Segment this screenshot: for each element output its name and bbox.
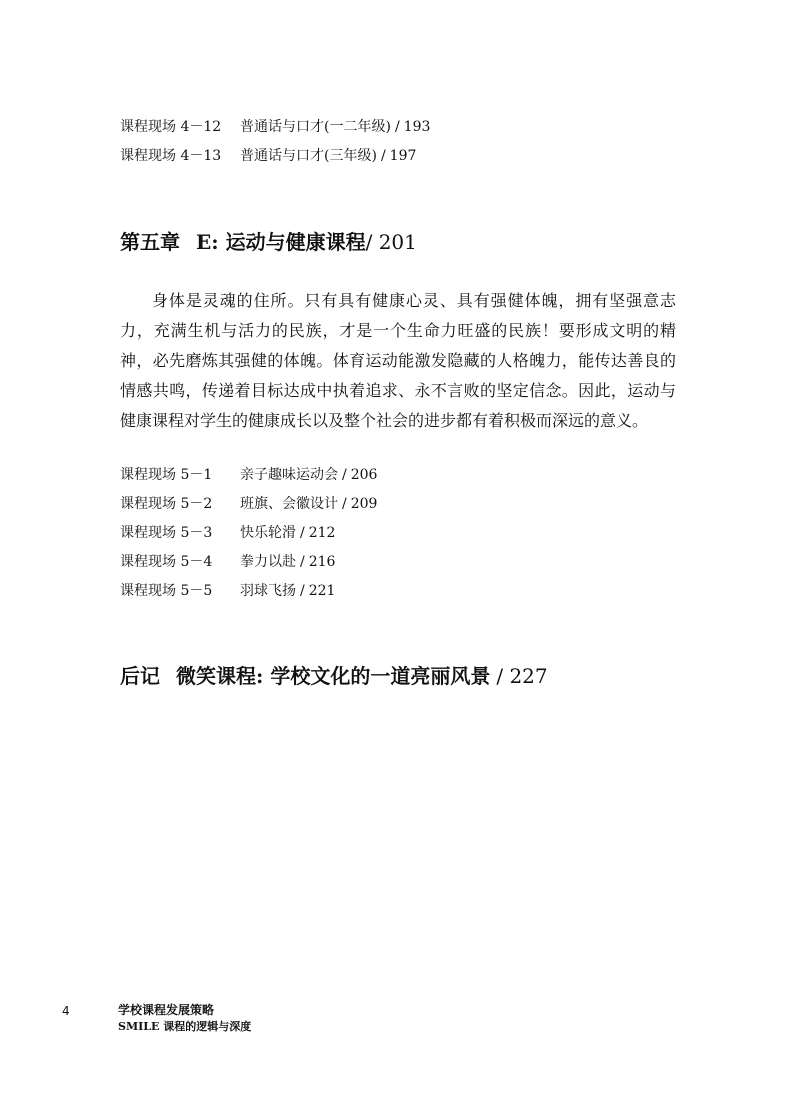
toc-entry-code: 课程现场 4－13 [120, 148, 222, 164]
toc-entry[interactable]: 课程现场 4－13 普通话与口才(三年级) / 197 [120, 148, 417, 164]
toc-entry-code: 课程现场 5－3 [120, 525, 213, 541]
toc-entry[interactable]: 课程现场 5－3 快乐轮滑 / 212 [120, 525, 336, 541]
footer-book-title: 学校课程发展策略 [118, 1003, 215, 1017]
toc-entry[interactable]: 课程现场 5－4 拳力以赴 / 216 [120, 554, 336, 570]
footer-page-number: 4 [62, 1004, 70, 1018]
toc-entry-title: 快乐轮滑 [240, 525, 296, 541]
toc-entry[interactable]: 课程现场 5－5 羽球飞扬 / 221 [120, 583, 336, 599]
toc-entry-page: 193 [403, 119, 431, 135]
toc-entry-code: 课程现场 5－2 [120, 496, 213, 512]
toc-entry-page: 197 [389, 148, 417, 164]
afterword-label: 后记 [120, 664, 160, 688]
toc-entry-code: 课程现场 5－5 [120, 583, 213, 599]
chapter-label: 第五章 [120, 230, 180, 254]
toc-entry-title: 拳力以赴 [240, 554, 296, 570]
footer-book-subtitle: SMILE 课程的逻辑与深度 [118, 1020, 252, 1033]
toc-entry-title: 班旗、会徽设计 [240, 496, 338, 512]
toc-entry-page: 209 [350, 496, 378, 512]
chapter-intro-paragraph: 身体是灵魂的住所。只有具有健康心灵、具有强健体魄，拥有坚强意志力，充满生机与活力的民族，才是一个生命力旺盛的民族！要形成文明的精神，必先磨炼其强健的体魄。体育运动能激发隐藏的人格魄力，能传达善良的情感共鸣，传递着目标达成中执着追求、永不言败的坚定信念。因此，运动与健康课程对学生的健康成长以及整个社会的进步都有着积极而深远的意义。 [120, 291, 676, 430]
toc-entry[interactable]: 课程现场 4－12 普通话与口才(一二年级) / 193 [120, 119, 431, 135]
afterword-page: / 227 [496, 664, 548, 688]
toc-entry-code: 课程现场 5－1 [120, 467, 213, 483]
toc-entry[interactable]: 课程现场 5－1 亲子趣味运动会 / 206 [120, 467, 378, 483]
afterword-title: 微笑课程: 学校文化的一道亮丽风景 [176, 664, 491, 688]
toc-entry-title: 普通话与口才(三年级) [240, 148, 377, 164]
toc-entry-title: 普通话与口才(一二年级) [240, 119, 391, 135]
afterword-heading[interactable] [120, 664, 548, 688]
toc-entry[interactable]: 课程现场 5－2 班旗、会徽设计 / 209 [120, 496, 378, 512]
chapter-heading[interactable] [120, 230, 417, 254]
toc-entry-code: 课程现场 5－4 [120, 554, 213, 570]
toc-entry-title: 羽球飞扬 [240, 583, 296, 599]
toc-entry-page: 221 [308, 583, 336, 599]
toc-entry-page: 206 [350, 467, 378, 483]
chapter-title: E: 运动与健康课程 [196, 230, 366, 254]
toc-entry-code: 课程现场 4－12 [120, 119, 222, 135]
toc-entry-title: 亲子趣味运动会 [240, 467, 338, 483]
chapter-page: / 201 [365, 230, 417, 254]
toc-entry-page: 212 [308, 525, 336, 541]
toc-entry-page: 216 [308, 554, 336, 570]
